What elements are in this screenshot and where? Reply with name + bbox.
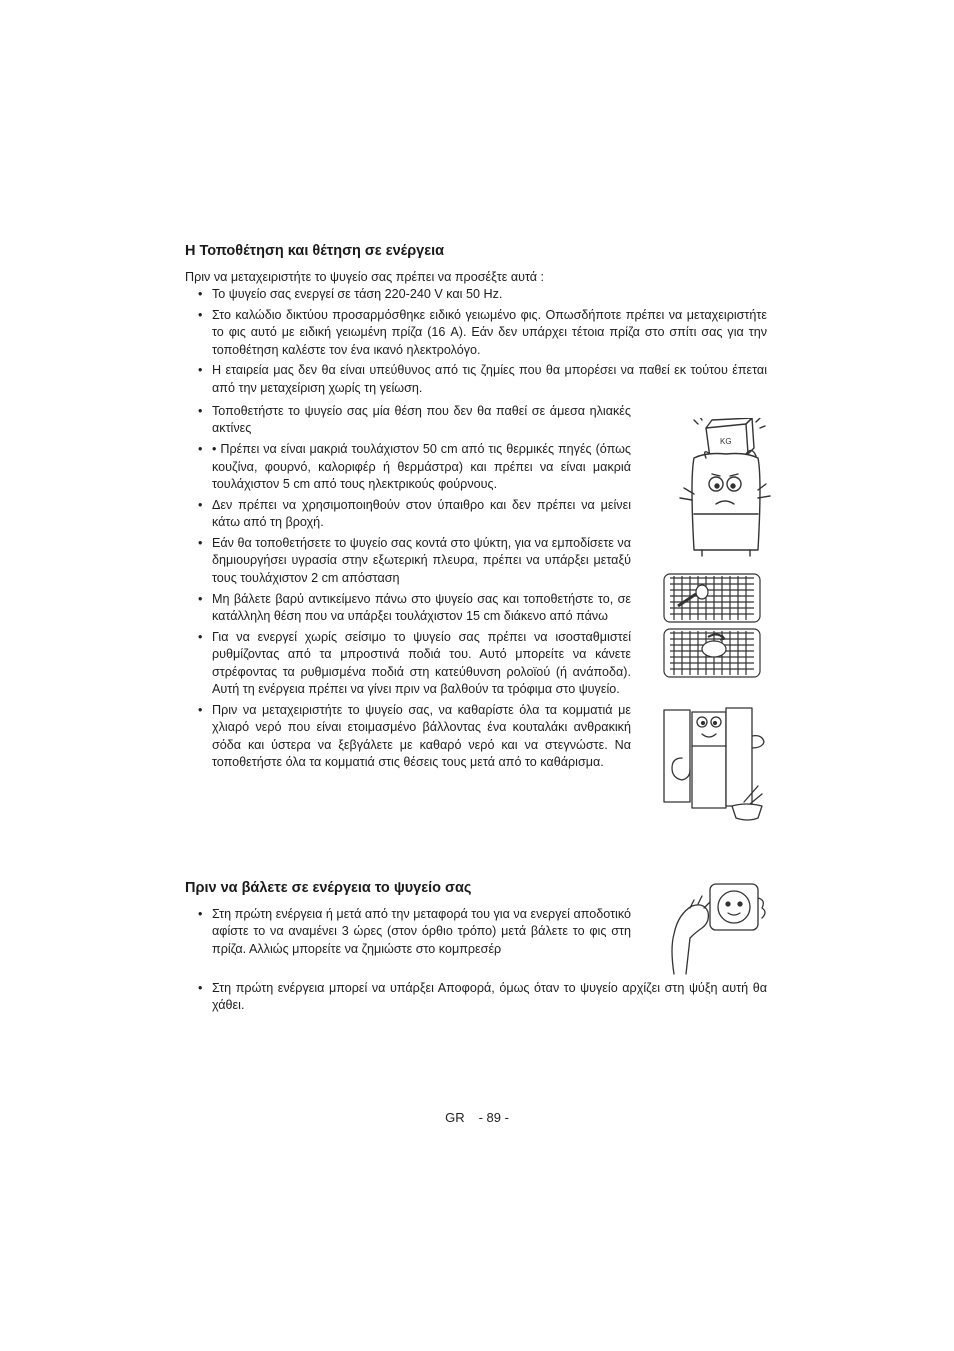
- bullet-list-before-start-wide: [198, 980, 767, 1018]
- box-label: KG: [720, 437, 732, 446]
- bullet-list-installation-wide: [198, 286, 767, 401]
- page-number: - 89 -: [478, 1110, 509, 1125]
- condenser-coil-rotate-illustration: [662, 627, 762, 679]
- bullet-list-before-start-narrow: [198, 906, 631, 962]
- list-item: • Τοποθετήστε το ψυγείο σας μία θέση που δεν θα παθεί σε άμεσα ηλιακές ακτίνες: [198, 403, 631, 438]
- list-item: • Μη βάλετε βαρύ αντικείμενο πάνω στο ψυγείο σας και τοποθετήστε το, σε κατάλληλη θέση που να υπάρξει τουλάχιστον 15 cm διάκενο από πάνω: [198, 591, 631, 626]
- list-item: • Πριν να μεταχειριστήτε το ψυγείο σας, να καθαρίστε όλα τα κομματιά με χλιαρό νερό που είναι ετοιμασμένο βάλλοντας ένα κουταλάκι ανθρακική σόδα και ύστερα να ξεβγάλετε με καθαρό νερό και να στεγνώστε. Να τοποθετήστε όλα τα κομματιά στις θέσεις τους μετά από το καθάρισμα.: [198, 702, 631, 772]
- list-item: • Στη πρώτη ενέργεια ή μετά από την μεταφορά του για να ενεργεί αποδοτικό αφίστε το να αναμένει 3 ώρες (στον όρθιο τρόπο) μετά βάλετε το φις στη πρίζα. Αλλιώς μπορείτε να ζημιώστε στο κομπρεσέρ: [198, 906, 631, 958]
- fridge-overloaded-illustration: [676, 418, 776, 558]
- list-item: • Το ψυγείο σας ενεργεί σε τάση 220-240 V και 50 Hz.: [198, 286, 767, 303]
- page-footer: [0, 1110, 954, 1125]
- intro-text: Πριν να μεταχειριστήτε το ψυγείο σας πρέπει να προσέξτε αυτά :: [185, 270, 545, 284]
- list-item: • Δεν πρέπει να χρησιμοποιηθούν στον ύπαιθρο και δεν πρέπει να μείνει κάτω από τη βροχή.: [198, 497, 631, 532]
- socket-plug-illustration: [660, 878, 766, 978]
- list-item: • Για να ενεργεί χωρίς σείσιμο το ψυγείο σας πρέπει να ισοσταθμιστεί ρυθμίζοντας από τα μπροστινά ποδιά του. Αυτό μπορείτε να κάνετε στρέφοντας τα ρυθμισμένα ποδιά στη κατεύθυνση ρολοϊού (ή ανάποδα). Αυτή τη ενέργεια πρέπει να γίνει πριν να βαλθούν τα τρόφιμα στο ψυγείο.: [198, 629, 631, 699]
- list-item: • Στο καλώδιο δικτύου προσαρμόσθηκε ειδικό γειωμένο φις. Οπωσδήποτε πρέπει να μεταχειριστήτε το φις αυτό με ειδική γειωμένη πρίζα (16 A). Εάν δεν υπάρχει τέτοια πρίζα στο σπίτι σας για την τοποθέτηση καλέστε τον ένα ικανό ηλεκτρολόγο.: [198, 307, 767, 359]
- bullet-list-installation-narrow: [198, 403, 631, 775]
- section-title-installation: Η Τοποθέτηση και θέτηση σε ενέργεια: [185, 243, 445, 259]
- list-item: • Η εταιρεία μας δεν θα είναι υπεύθυνος από τις ζημίες που θα μπορέσει να παθεί εκ τούτου έπεται από την μεταχείριση χωρίς τη γείωση.: [198, 362, 767, 397]
- fridge-cleaning-illustration: [662, 706, 772, 824]
- section-title-before-start: Πριν να βάλετε σε ενέργεια το ψυγείο σας: [185, 880, 472, 896]
- list-item: • Στη πρώτη ενέργεια μπορεί να υπάρξει Αποφορά, όμως όταν το ψυγείο αρχίζει στη ψύξη αυτή θα χάθει.: [198, 980, 767, 1015]
- footer-language: GR: [445, 1110, 465, 1125]
- list-item: • Εάν θα τοποθετήσετε το ψυγείο σας κοντά στο ψύκτη, για να εμποδίσετε να δημιουργήσει υγρασία στην εξωτερική πλευρα, πρέπει να υπάρξει μεταξύ τους τουλάχιστον 2 cm απόσταση: [198, 535, 631, 587]
- list-item: • • Πρέπει να είναι μακριά τουλάχιστον 50 cm από τις θερμικές πηγές (όπως κουζίνα, φουρνό, καλοριφέρ ή θερμάστρα) και πρέπει να είναι μακριά τουλάχιστον 5 cm από τους ηλεκτρικούς φούρνους.: [198, 441, 631, 493]
- condenser-coil-illustration: [662, 572, 762, 624]
